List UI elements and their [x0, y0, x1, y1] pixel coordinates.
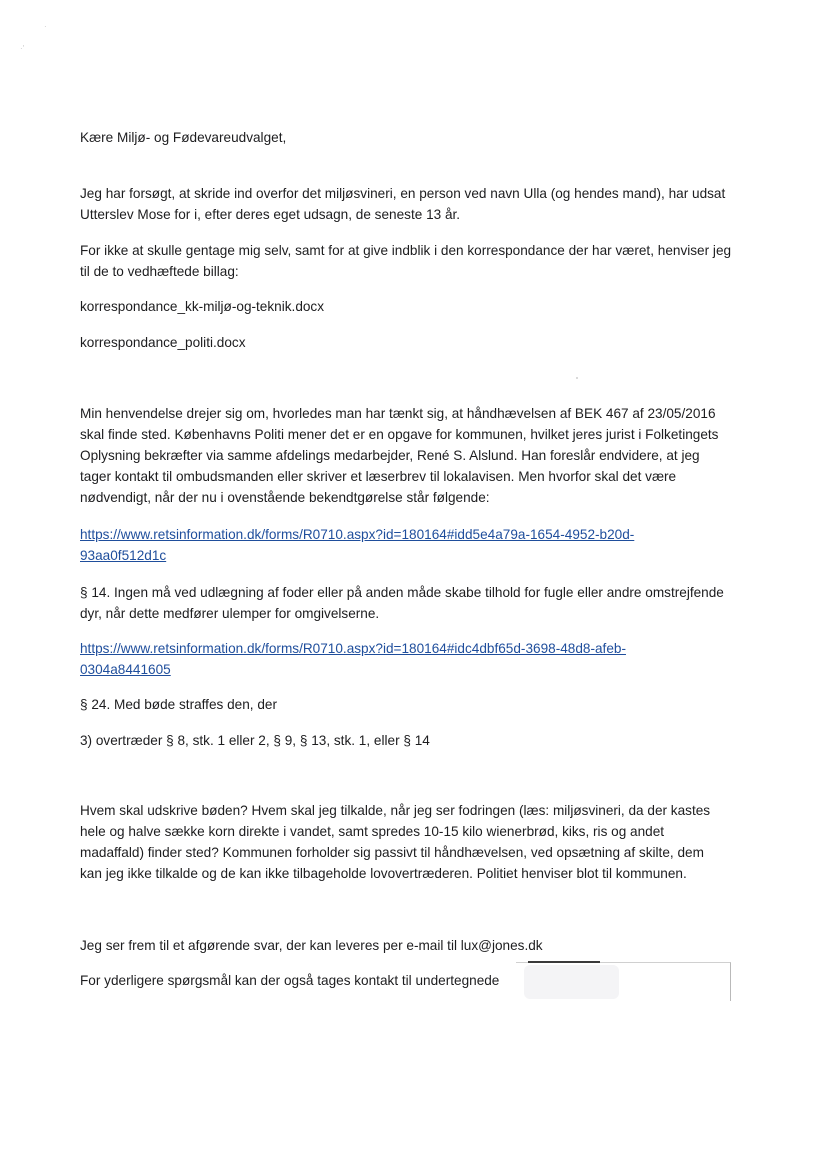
paragraph-enforcement: Min henvendelse drejer sig om, hvorledes man har tænkt sig, at håndhævelsen af BEK 467 af 23/05/2016 skal finde sted. Københavns Politi mener det er en opgave for kommunen, hvilket jeres jurist i Folketingets Oplysning bekræfter via samme afdelings medarbejder, René S. Alslund. Han foreslår endvidere, at jeg tager kontakt til ombudsmanden eller skriver et læserbrev til lokalavisen. Men hvorfor skal det være nødvendigt, når der nu i ovenstående bekendtgørelse står følgende:	[80, 406, 719, 505]
section-14-text: § 14. Ingen må ved udlægning af foder eller på anden måde skabe tilhold for fugle eller andre omstrejfende dyr, når dette medfører ulemper for omgivelserne.	[80, 585, 724, 621]
paragraph-attachments: For ikke at skulle gentage mig selv, samt for at give indblik i den korrespondance der har været, henviser jeg til de to vedhæftede billag:	[80, 243, 732, 279]
attachment-item[interactable]: korrespondance_kk-miljø-og-teknik.docx	[80, 299, 325, 314]
paragraph-intro: Jeg har forsøgt, at skride ind overfor det miljøsvineri, en person ved navn Ulla (og hendes mand), har udsat Utterslev Mose for i, efter deres eget udsagn, de seneste 13 år.	[80, 186, 726, 222]
link-section-14[interactable]: https://www.retsinformation.dk/forms/R0710.aspx?id=180164#idd5e4a79a-1654-4952-b20d- 93aa0f512d1c	[80, 527, 635, 563]
section-24-item: 3) overtræder § 8, stk. 1 eller 2, § 9, § 13, stk. 1, eller § 14	[80, 733, 430, 748]
paragraph-questions: Hvem skal udskrive bøden? Hvem skal jeg tilkalde, når jeg ser fodringen (læs: miljøsvineri, da der kastes hele og halve sække korn direkte i vandet, samt spredes 10-15 kilo wienerbrød, kiks, ris og andet madaffald) finder sted? Kommunen forholder sig passivt til håndhævelsen, ved opsætning af skilte, dem kan jeg ikke tilkalde og de kan ikke tilbageholde lovovertræderen. Politiet henviser blot til kommunen.	[80, 803, 711, 881]
scan-mark: ·	[44, 22, 47, 31]
paragraph-reply: Jeg ser frem til et afgørende svar, der kan leveres per e-mail til lux@jones.dk	[80, 938, 543, 953]
redaction-blur	[524, 965, 619, 999]
attachment-item[interactable]: korrespondance_politi.docx	[80, 335, 246, 350]
scan-mark: ·'	[20, 44, 25, 53]
redacted-contact-box	[516, 962, 731, 1001]
salutation: Kære Miljø- og Fødevareudvalget,	[80, 130, 287, 145]
section-24-text: § 24. Med bøde straffes den, der	[80, 697, 277, 712]
redaction-line	[528, 961, 600, 963]
paragraph-contact: For yderligere spørgsmål kan der også tages kontakt til undertegnede	[80, 973, 500, 988]
scan-speck	[576, 377, 578, 379]
link-section-24[interactable]: https://www.retsinformation.dk/forms/R0710.aspx?id=180164#idc4dbf65d-3698-48d8-afeb- 0304a8441605	[80, 641, 626, 677]
